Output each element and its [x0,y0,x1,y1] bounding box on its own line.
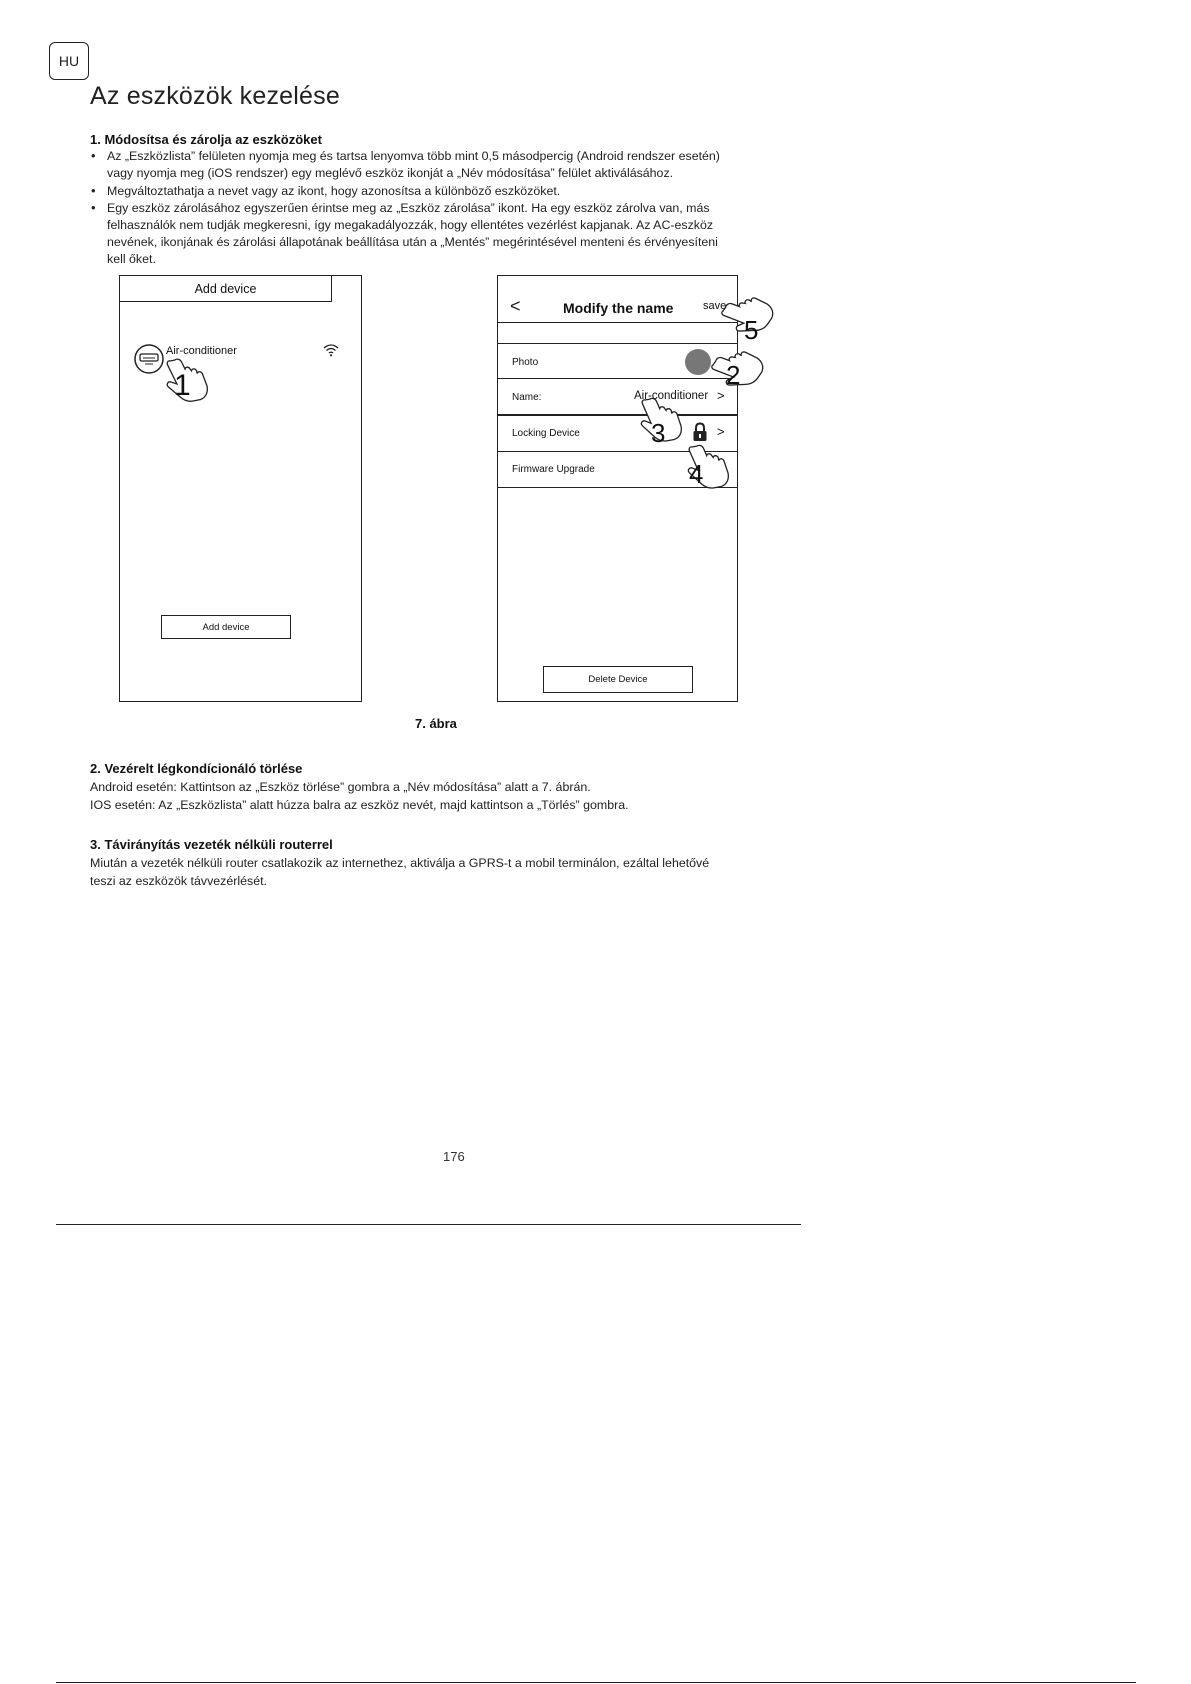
photo-row-label: Photo [512,357,539,368]
add-device-header-label: Add device [194,281,257,296]
section-1-heading: 1. Módosítsa és zárolja az eszközöket [90,132,322,147]
bullet-line: Az „Eszközlista” felületen nyomja meg és tartsa lenyomva több mint 0,5 másodpercig (Android rendszer esetén) [107,149,720,163]
bullet-line: Egy eszköz zárolásához egyszerűen érintse meg az „Eszköz zárolása” ikont. Ha egy eszköz zárolva van, más [107,201,710,216]
bullet-line: vagy nyomja meg (iOS rendszer) egy meglévő eszköz ikonját a „Név módosítása” felület aktiválásához. [107,165,674,180]
name-row-label: Name: [512,392,542,403]
section-3-heading: 3. Távirányítás vezeték nélküli routerrel [90,837,333,852]
firmware-upgrade-row-label: Firmware Upgrade [512,464,595,475]
page-title: Az eszközök kezelése [90,82,340,110]
bullet-line: kell őket. [107,251,156,266]
step-marker-1: 1 [174,369,191,402]
step-marker-2: 2 [726,360,741,390]
text-line: IOS esetén: Az „Eszközlista” alatt húzza balra az eszköz nevét, majd kattintson a „Törlés” gombra. [90,797,629,812]
section-3-text [90,855,709,890]
modify-name-title: Modify the name [563,300,674,316]
section-2-text [90,779,629,814]
save-button[interactable]: save [703,300,727,312]
text-line: teszi az eszközök távvezérlését. [90,873,267,888]
figure-caption: 7. ábra [415,716,457,731]
delete-device-button-label: Delete Device [588,674,648,685]
locking-device-row-label: Locking Device [512,428,580,439]
step-marker-4: 4 [689,459,704,489]
section-2-heading: 2. Vezérelt légkondícionáló törlése [90,761,303,776]
chevron-right-icon: > [717,424,725,439]
device-list-item-name[interactable]: Air-conditioner [166,345,237,357]
divider [56,1682,1136,1683]
bullet-line: felhasználók nem tudják megkeresni, így megakadályozzák, hogy ellentétes vezérlést kapjanak. Az AC-eszköz [107,218,714,233]
bullet-line: Megváltoztathatja a nevet vagy az ikont, hogy azonosítsa a különböző eszközöket. [107,183,561,198]
step-marker-5: 5 [744,315,759,345]
name-row-value: Air-conditioner [634,390,709,402]
text-line: Android esetén: Kattintson az „Eszköz törlése” gombra a „Név módosítása” alatt a 7. ábrán. [90,780,591,794]
chevron-right-icon: > [717,388,725,403]
add-device-button-label: Add device [202,621,250,633]
text-line: Miután a vezeték nélküli router csatlakozik az internethez, aktiválja a GPRS-t a mobil terminálon, ezáltal lehetővé [90,856,710,870]
divider [56,1224,801,1225]
bullet-line: nevének, ikonjának és zárolási állapotának beállítása után a „Mentés” megérintésével menteni és érvényesíteni [107,234,718,249]
step-marker-3: 3 [651,418,666,448]
back-chevron-icon[interactable]: < [510,296,521,316]
page-number: 176 [443,1149,465,1164]
language-badge-label: HU [58,53,80,69]
